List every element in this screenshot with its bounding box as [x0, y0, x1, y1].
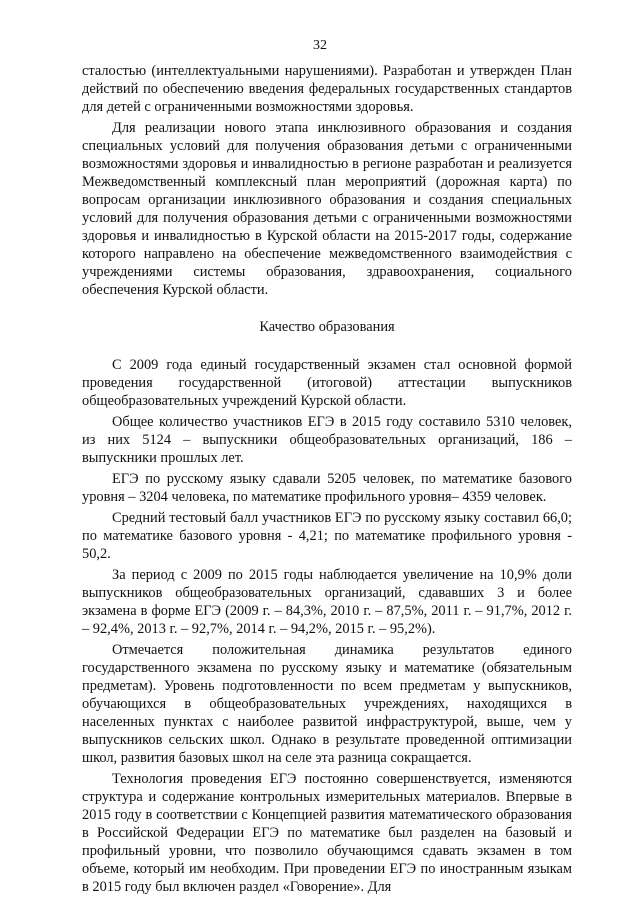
document-body — [82, 62, 572, 899]
paragraph-1: сталостью (интеллектуальными нарушениями). Разработан и утвержден План действий по обеспечению введения федеральных государственных стандартов для детей с ограниченными возможностями здоровья. — [82, 63, 572, 115]
paragraph-7: За период с 2009 по 2015 годы наблюдается увеличение на 10,9% доли выпускников общеобразовательных организаций, сдававших 3 и более экзамена в форме ЕГЭ (2009 г. – 84,3%, 2010 г. – 87,5%, 2011 г. – 91,7%, 2012 г. – 92,4%, 2013 г. – 92,7%, 2014 г. – 94,2%, 2015 г. – 95,2%). — [82, 567, 572, 637]
paragraph-5: ЕГЭ по русскому языку сдавали 5205 человек, по математике базового уровня – 3204 человека, по математике профильного уровня– 4359 человек. — [82, 471, 572, 505]
paragraph-2: Для реализации нового этапа инклюзивного образования и создания специальных условий для получения образования детьми с ограниченными возможностями здоровья и инвалидностью в регионе разработан и реализуется Межведомственный комплексный план мероприятий (дорожная карта) по вопросам организации инклюзивного образования и создания специальных условий для получения образования детьми с ограниченными возможностями здоровья и инвалидностью в Курской области на 2015-2017 годы, содержание которого направлено на обеспечение межведомственного взаимодействия с учреждениями системы образования, здравоохранения, социального обеспечения Курской области. — [82, 120, 572, 298]
page-number: 32 — [313, 38, 327, 53]
paragraph-6: Средний тестовый балл участников ЕГЭ по русскому языку составил 66,0; по математике базового уровня - 4,21; по математике профильного уровня - 50,2. — [82, 510, 572, 562]
section-heading: Качество образования — [259, 319, 395, 335]
paragraph-8: Отмечается положительная динамика результатов единого государственного экзамена по русскому языку и математике (обязательным предметам). Уровень подготовленности по всем предметам у выпускников, обучающихся в общеобразовательных учреждениях, находящихся в населенных пунктах с наиболее развитой инфраструктурой, выше, чем у выпускников сельских школ. Однако в результате проведенной оптимизации школ, развития базовых школ на селе эта разница сокращается. — [82, 642, 572, 766]
paragraph-4: Общее количество участников ЕГЭ в 2015 году составило 5310 человек, из них 5124 – выпускники общеобразовательных организаций, 186 – выпускники прошлых лет. — [82, 414, 572, 466]
paragraph-3: С 2009 года единый государственный экзамен стал основной формой проведения государственной (итоговой) аттестации выпускников общеобразовательных учреждений Курской области. — [82, 357, 572, 409]
paragraph-9: Технология проведения ЕГЭ постоянно совершенствуется, изменяются структура и содержание контрольных измерительных материалов. Впервые в 2015 году в соответствии с Концепцией развития математического образования в Российской Федерации ЕГЭ по математике был разделен на базовый и профильный уровни, что позволило обучающимся сдавать экзамен в том объеме, который им необходим. При проведении ЕГЭ по иностранным языкам в 2015 году был включен раздел «Говорение». Для — [82, 771, 572, 895]
